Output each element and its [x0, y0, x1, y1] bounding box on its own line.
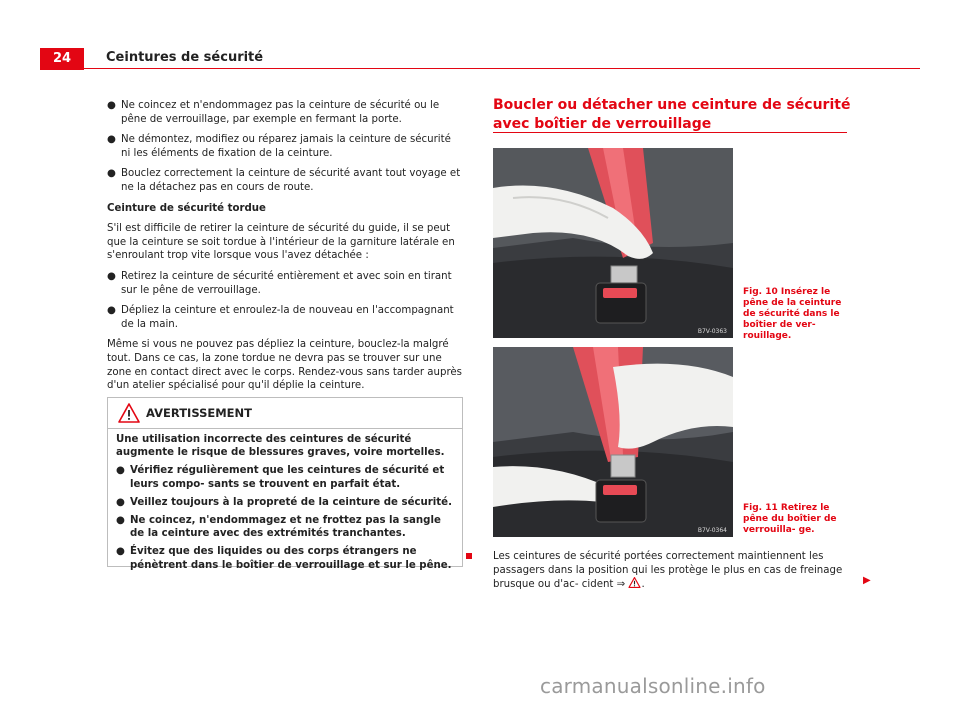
left-column	[107, 99, 462, 400]
warning-reference-icon[interactable]	[628, 577, 641, 588]
list-item: ● Vérifiez régulièrement que les ceintures de sécurité et leurs compo- sants se trouvent en parfait état.	[116, 464, 454, 495]
body-paragraph: Les ceintures de sécurité portées correctement maintiennent les passagers dans la position qui les protège le plus en cas de freinage brusque ou d'ac- cident ⇒	[493, 551, 843, 591]
figure-11-image	[493, 347, 733, 537]
seatbelt-release-illustration	[493, 347, 733, 537]
warning-triangle-icon	[118, 403, 140, 423]
bullet-icon: ●	[116, 496, 125, 508]
list-item: ● Retirez la ceinture de sécurité entièrement et avec soin en tirant sur le pêne de verrouillage.	[107, 270, 462, 304]
continue-arrow-icon: ▶	[863, 575, 871, 586]
header-rule	[84, 68, 920, 69]
section-rule	[493, 132, 847, 133]
figure-11-caption: Fig. 11 Retirez le pêne du boîtier de verrouilla- ge.	[743, 503, 837, 535]
subheading: Ceinture de sécurité tordue	[107, 202, 266, 214]
warning-box	[107, 397, 463, 571]
bullet-icon: ●	[116, 465, 125, 477]
warning-title: AVERTISSEMENT	[146, 406, 253, 420]
intro-paragraph: S'il est difficile de retirer la ceinture de sécurité du guide, il se peut que la ceinture se soit tordue à l'intérieur de la garniture latérale en s'enroulant trop vite lorsque vous l'avez détachée :	[107, 223, 455, 262]
right-body: Les ceintures de sécurité portées correctement maintiennent les passagers dans la position qui les protège le plus en cas de freinage brusque ou d'ac- cident ⇒ .	[493, 551, 843, 591]
bullet-icon: ●	[116, 515, 125, 527]
section-end-marker	[466, 553, 472, 559]
bullet-icon: ●	[107, 270, 116, 282]
list-item: ● Bouclez correctement la ceinture de sécurité avant tout voyage et ne la détachez pas en cours de route.	[107, 167, 462, 201]
bullet-icon: ●	[107, 305, 116, 317]
list-item: ● Évitez que des liquides ou des corps étrangers ne pénètrent dans le boîtier de verrouillage et sur le pêne.	[116, 545, 454, 576]
seatbelt-insert-illustration	[493, 148, 733, 338]
figure-code: B7V-0363	[697, 328, 727, 335]
figure-code: B7V-0364	[697, 527, 727, 534]
warning-intro: Une utilisation incorrecte des ceintures de sécurité augmente le risque de blessures graves, voire mortelles.	[116, 434, 445, 459]
list-item: ● Ne coincez, n'endommagez et ne frottez pas la sangle de la ceinture avec des extrémités tranchantes.	[116, 514, 454, 545]
list-item: ● Dépliez la ceinture et enroulez-la de nouveau en l'accompagnant de la main.	[107, 304, 462, 338]
section-title: Boucler ou détacher une ceinture de sécurité avec boîtier de verrouillage	[493, 97, 851, 132]
warning-body	[108, 429, 462, 577]
bullet-icon: ●	[107, 134, 116, 146]
bullet-icon: ●	[116, 546, 125, 558]
list-item: ● Veillez toujours à la propreté de la ceinture de sécurité.	[116, 496, 454, 514]
warning-header	[108, 398, 462, 429]
list-item: ● Ne démontez, modifiez ou réparez jamais la ceinture de sécurité ni les éléments de fixation de la ceinture.	[107, 133, 462, 167]
bullet-icon: ●	[107, 100, 116, 111]
page-number: 24	[40, 48, 84, 70]
chapter-title: Ceintures de sécurité	[106, 50, 264, 65]
closing-paragraph: Même si vous ne pouvez pas dépliez la ceinture, bouclez-la malgré tout. Dans ce cas, la zone tordue ne devra pas se trouver sur une zone en contact direct avec le corps. Rendez-vous sans tarder auprès d'un atelier spécialisé pour qu'il déplie la ceinture.	[107, 339, 462, 392]
watermark: carmanualsonline.info	[540, 674, 766, 698]
figure-10-image	[493, 148, 733, 338]
bullet-icon: ●	[107, 168, 116, 180]
figure-10-caption: Fig. 10 Insérez le pêne de la ceinture de sécurité dans le boîtier de ver- rouillage.	[743, 287, 842, 341]
list-item: ● Ne coincez et n'endommagez pas la ceinture de sécurité ou le pêne de verrouillage, par exemple en fermant la porte.	[107, 99, 462, 133]
